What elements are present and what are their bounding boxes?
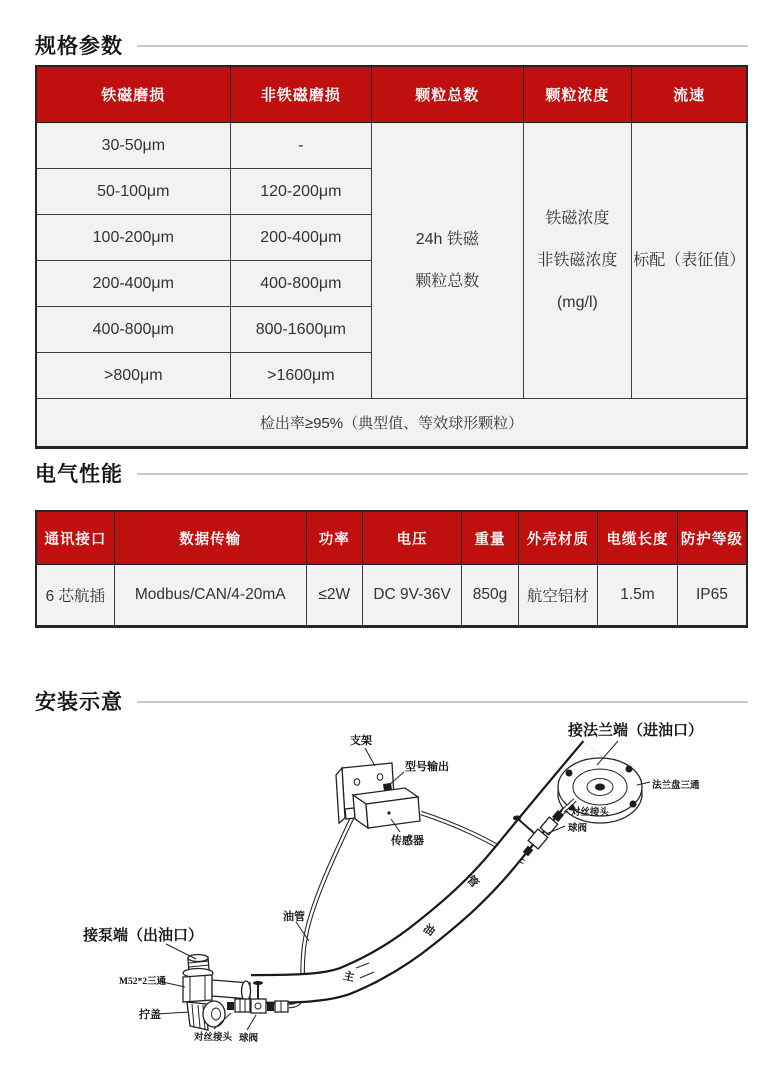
- col-header-flow: 流速: [632, 66, 747, 123]
- spec-cell: 100-200μm: [36, 215, 230, 261]
- pipe-char: 管: [464, 873, 481, 891]
- spec-cell: 30-50μm: [36, 123, 230, 169]
- elec-cell: 850g: [462, 565, 518, 627]
- cell-line: 标配（表征值）: [633, 251, 746, 269]
- elec-cell: ≤2W: [306, 565, 362, 627]
- col-header-concentration: 颗粒浓度: [523, 66, 632, 123]
- spec-cell: >1600μm: [230, 353, 371, 399]
- cell-line: 24h 铁磁: [415, 230, 479, 248]
- electrical-table: [35, 510, 748, 628]
- label-union-right: 对丝接头: [571, 808, 610, 818]
- installation-diagram: [0, 712, 783, 1075]
- label-flange-end: 接法兰端（进油口）: [568, 723, 704, 739]
- section-title: 电气性能: [35, 463, 123, 486]
- col-header-nonferro: 非铁磁磨损: [230, 66, 371, 123]
- cell-total-particles: [372, 123, 523, 399]
- col-header-ferro: 铁磁磨损: [36, 66, 230, 123]
- spec-cell: 800-1600μm: [230, 307, 371, 353]
- label-pump-end: 接泵端（出油口）: [83, 928, 204, 944]
- elec-cell: 1.5m: [598, 565, 678, 627]
- spec-cell: -: [230, 123, 371, 169]
- spec-cell: 200-400μm: [230, 215, 371, 261]
- col-header-total: 颗粒总数: [372, 66, 523, 123]
- section-title: 安装示意: [35, 691, 123, 714]
- cell-line: 铁磁浓度: [545, 209, 610, 227]
- label-m52-tee: M52*2三通: [119, 977, 166, 987]
- label-oil-tube: 油管: [283, 911, 305, 923]
- cell-concentration: [523, 123, 632, 399]
- title-rule: [137, 45, 748, 47]
- label-sensor: 传感器: [391, 835, 424, 847]
- detection-rate-note: 检出率≥95%（典型值、等效球形颗粒）: [36, 399, 747, 448]
- cell-line: 颗粒总数: [415, 272, 480, 290]
- cell-flow-rate: [632, 123, 747, 399]
- col-header-voltage: 电压: [362, 511, 462, 565]
- spec-cell: 50-100μm: [36, 169, 230, 215]
- label-union-bottom: 对丝接头: [194, 1033, 233, 1043]
- elec-cell: Modbus/CAN/4-20mA: [114, 565, 306, 627]
- page-title: 规格参数: [35, 35, 123, 58]
- cell-line: (mg/l): [556, 293, 598, 311]
- col-header-ip: 防护等级: [677, 511, 747, 565]
- spec-cell: 400-800μm: [36, 307, 230, 353]
- pipe-char: 油: [420, 922, 437, 939]
- col-header-data: 数据传输: [114, 511, 306, 565]
- table-row: [36, 565, 747, 627]
- pipe-char: 主: [341, 970, 356, 985]
- table-row: [36, 123, 747, 169]
- col-header-comm: 通讯接口: [36, 511, 114, 565]
- col-header-power: 功率: [306, 511, 362, 565]
- tee-assembly: [183, 955, 251, 1031]
- spec-cell: 400-800μm: [230, 261, 371, 307]
- label-signal-output: 型号输出: [405, 761, 449, 773]
- spec-cell: >800μm: [36, 353, 230, 399]
- title-rule: [137, 473, 748, 475]
- spec-header-row: [36, 66, 747, 123]
- elec-cell: 航空铝材: [518, 565, 598, 627]
- spec-table: [35, 65, 748, 449]
- elec-cell: IP65: [677, 565, 747, 627]
- label-ball-valve-right: 球阀: [568, 824, 588, 834]
- title-rule: [137, 701, 748, 703]
- col-header-weight: 重量: [462, 511, 518, 565]
- spec-cell: 200-400μm: [36, 261, 230, 307]
- label-flange-tee: 法兰盘三通: [652, 781, 700, 791]
- table-footer-row: [36, 399, 747, 448]
- label-ball-valve-bottom: 球阀: [239, 1034, 259, 1044]
- col-header-cable: 电缆长度: [598, 511, 678, 565]
- col-header-housing: 外壳材质: [518, 511, 598, 565]
- elec-cell: DC 9V-36V: [362, 565, 462, 627]
- label-screw-cap: 拧盖: [139, 1009, 161, 1021]
- elec-cell: 6 芯航插: [36, 565, 114, 627]
- electrical-header-row: [36, 511, 747, 565]
- section-title-spec: [35, 30, 748, 60]
- section-title-electrical: [35, 458, 748, 488]
- spec-cell: 120-200μm: [230, 169, 371, 215]
- label-bracket: 支架: [350, 735, 372, 747]
- cell-line: 非铁磁浓度: [537, 251, 618, 269]
